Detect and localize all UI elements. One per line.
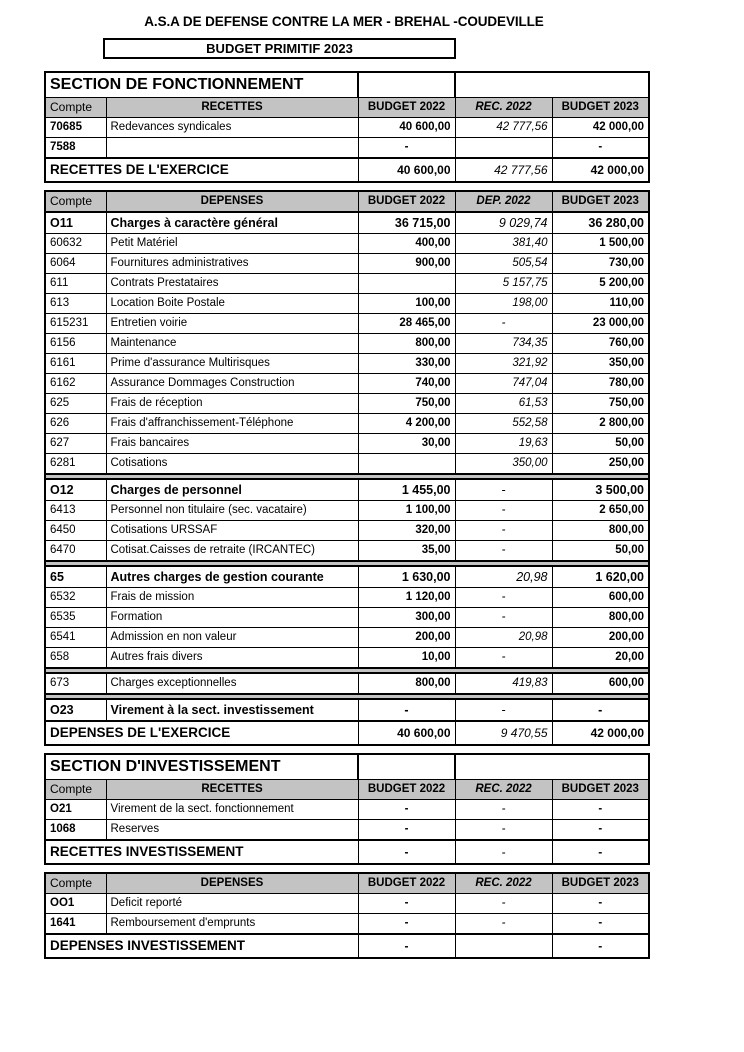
cell-label: Deficit reporté: [106, 894, 358, 914]
total-budget-2022: -: [358, 840, 455, 864]
column-header-compte: Compte: [45, 873, 106, 894]
cell-budget-2022: -: [358, 138, 455, 159]
cell-compte: 65: [45, 566, 106, 588]
table-gap: [44, 183, 648, 190]
table-row: [45, 314, 649, 334]
cell-mid-2022: -: [455, 800, 552, 820]
cell-budget-2022: 28 465,00: [358, 314, 455, 334]
cell-budget-2022: 40 600,00: [358, 118, 455, 138]
cell-budget-2023: 760,00: [552, 334, 649, 354]
cell-mid-2022: 505,54: [455, 254, 552, 274]
column-header-budget-2022: BUDGET 2022: [358, 873, 455, 894]
cell-budget-2023: 250,00: [552, 454, 649, 475]
cell-label: Frais d'affranchissement-Téléphone: [106, 414, 358, 434]
cell-budget-2022: 750,00: [358, 394, 455, 414]
cell-budget-2022: 30,00: [358, 434, 455, 454]
cell-budget-2023: 600,00: [552, 588, 649, 608]
cell-mid-2022: -: [455, 314, 552, 334]
total-budget-2023: 42 000,00: [552, 721, 649, 745]
cell-label: Autres charges de gestion courante: [106, 566, 358, 588]
cell-label: Location Boite Postale: [106, 294, 358, 314]
column-header-compte: Compte: [45, 780, 106, 800]
cell-budget-2023: 780,00: [552, 374, 649, 394]
table-header-row: [45, 780, 649, 800]
cell-mid-2022: 350,00: [455, 454, 552, 475]
total-label: DEPENSES INVESTISSEMENT: [45, 934, 358, 958]
cell-mid-2022: 20,98: [455, 628, 552, 648]
column-header-compte: Compte: [45, 191, 106, 212]
cell-compte: OO1: [45, 894, 106, 914]
cell-compte: 625: [45, 394, 106, 414]
cell-budget-2022: 320,00: [358, 521, 455, 541]
table-row: [45, 608, 649, 628]
column-header-budget-2023: BUDGET 2023: [552, 98, 649, 118]
cell-mid-2022: 198,00: [455, 294, 552, 314]
table-row: [45, 354, 649, 374]
cell-mid-2022: -: [455, 501, 552, 521]
cell-budget-2023: 350,00: [552, 354, 649, 374]
cell-label: Admission en non valeur: [106, 628, 358, 648]
cell-compte: 611: [45, 274, 106, 294]
cell-label: Assurance Dommages Construction: [106, 374, 358, 394]
cell-label: Fournitures administratives: [106, 254, 358, 274]
cell-label: Personnel non titulaire (sec. vacataire): [106, 501, 358, 521]
table-row: [45, 138, 649, 159]
cell-budget-2022: -: [358, 820, 455, 841]
cell-label: Charges de personnel: [106, 479, 358, 501]
column-header-compte: Compte: [45, 98, 106, 118]
table-gap: [44, 865, 648, 872]
cell-budget-2023: 800,00: [552, 608, 649, 628]
column-header-label: DEPENSES: [106, 873, 358, 894]
total-budget-2023: -: [552, 840, 649, 864]
table-row: [45, 894, 649, 914]
cell-budget-2022: 10,00: [358, 648, 455, 669]
section-blank-cell-2: [455, 754, 649, 780]
column-header-budget-2022: BUDGET 2022: [358, 191, 455, 212]
cell-compte: 627: [45, 434, 106, 454]
cell-budget-2023: 3 500,00: [552, 479, 649, 501]
cell-budget-2023: 23 000,00: [552, 314, 649, 334]
total-mid-2022: -: [455, 840, 552, 864]
section-title: SECTION D'INVESTISSEMENT: [45, 754, 358, 780]
cell-mid-2022: [455, 138, 552, 159]
cell-compte: 6541: [45, 628, 106, 648]
cell-budget-2023: 1 620,00: [552, 566, 649, 588]
table-row: [45, 434, 649, 454]
column-header-mid-2022: REC. 2022: [455, 780, 552, 800]
cell-mid-2022: 61,53: [455, 394, 552, 414]
table-row: [45, 820, 649, 841]
cell-budget-2022: 800,00: [358, 673, 455, 694]
cell-budget-2022: 1 630,00: [358, 566, 455, 588]
section-blank-cell-2: [455, 72, 649, 98]
total-row: [45, 840, 649, 864]
cell-compte: 1068: [45, 820, 106, 841]
cell-mid-2022: 20,98: [455, 566, 552, 588]
table-row: [45, 501, 649, 521]
cell-budget-2022: [358, 454, 455, 475]
cell-budget-2022: 4 200,00: [358, 414, 455, 434]
cell-budget-2022: 1 455,00: [358, 479, 455, 501]
cell-budget-2023: -: [552, 894, 649, 914]
cell-budget-2022: 1 100,00: [358, 501, 455, 521]
table-row: [45, 628, 649, 648]
cell-label: Frais bancaires: [106, 434, 358, 454]
cell-compte: 673: [45, 673, 106, 694]
cell-budget-2022: -: [358, 800, 455, 820]
cell-compte: 626: [45, 414, 106, 434]
total-row: [45, 721, 649, 745]
cell-compte: 1641: [45, 914, 106, 935]
total-budget-2023: 42 000,00: [552, 158, 649, 182]
cell-label: Petit Matériel: [106, 234, 358, 254]
cell-budget-2023: 50,00: [552, 541, 649, 562]
cell-compte: 6470: [45, 541, 106, 562]
budget-table: [44, 872, 650, 959]
cell-budget-2023: 36 280,00: [552, 212, 649, 234]
column-header-budget-2022: BUDGET 2022: [358, 98, 455, 118]
cell-compte: 6156: [45, 334, 106, 354]
total-budget-2022: -: [358, 934, 455, 958]
cell-compte: 70685: [45, 118, 106, 138]
cell-compte: 6162: [45, 374, 106, 394]
cell-mid-2022: 381,40: [455, 234, 552, 254]
cell-compte: O23: [45, 699, 106, 721]
table-row: [45, 294, 649, 314]
cell-mid-2022: 552,58: [455, 414, 552, 434]
table-row: [45, 699, 649, 721]
cell-budget-2023: 42 000,00: [552, 118, 649, 138]
cell-mid-2022: -: [455, 541, 552, 562]
cell-label: Prime d'assurance Multirisques: [106, 354, 358, 374]
cell-budget-2023: -: [552, 138, 649, 159]
table-header-row: [45, 98, 649, 118]
total-label: DEPENSES DE L'EXERCICE: [45, 721, 358, 745]
table-row: [45, 566, 649, 588]
cell-budget-2022: 740,00: [358, 374, 455, 394]
cell-compte: 615231: [45, 314, 106, 334]
table-row: [45, 521, 649, 541]
cell-mid-2022: -: [455, 820, 552, 841]
document-title: A.S.A DE DEFENSE CONTRE LA MER - BREHAL -COUDEVILLE: [144, 14, 544, 29]
cell-label: Formation: [106, 608, 358, 628]
column-header-budget-2023: BUDGET 2023: [552, 873, 649, 894]
cell-budget-2022: 330,00: [358, 354, 455, 374]
cell-budget-2022: 36 715,00: [358, 212, 455, 234]
section-blank-cell-1: [358, 72, 455, 98]
column-header-label: RECETTES: [106, 98, 358, 118]
table-row: [45, 234, 649, 254]
cell-budget-2022: 1 120,00: [358, 588, 455, 608]
table-row: [45, 334, 649, 354]
cell-compte: O11: [45, 212, 106, 234]
cell-budget-2023: 1 500,00: [552, 234, 649, 254]
cell-budget-2022: 200,00: [358, 628, 455, 648]
table-row: [45, 374, 649, 394]
budget-tables-container: [44, 71, 648, 959]
column-header-budget-2023: BUDGET 2023: [552, 780, 649, 800]
cell-label: Contrats Prestataires: [106, 274, 358, 294]
total-budget-2022: 40 600,00: [358, 158, 455, 182]
cell-label: Reserves: [106, 820, 358, 841]
cell-budget-2023: 730,00: [552, 254, 649, 274]
cell-mid-2022: 734,35: [455, 334, 552, 354]
table-row: [45, 212, 649, 234]
cell-compte: 6281: [45, 454, 106, 475]
budget-table: [44, 190, 650, 746]
cell-budget-2023: 50,00: [552, 434, 649, 454]
cell-budget-2022: 800,00: [358, 334, 455, 354]
cell-label: Maintenance: [106, 334, 358, 354]
cell-label: Charges exceptionnelles: [106, 673, 358, 694]
cell-mid-2022: -: [455, 648, 552, 669]
section-title-row: [45, 754, 649, 780]
cell-budget-2022: -: [358, 914, 455, 935]
cell-budget-2023: -: [552, 699, 649, 721]
cell-budget-2022: 900,00: [358, 254, 455, 274]
table-row: [45, 588, 649, 608]
cell-mid-2022: -: [455, 894, 552, 914]
table-row: [45, 673, 649, 694]
cell-budget-2023: 200,00: [552, 628, 649, 648]
cell-budget-2023: 20,00: [552, 648, 649, 669]
budget-table: [44, 753, 650, 865]
table-row: [45, 800, 649, 820]
cell-budget-2022: 35,00: [358, 541, 455, 562]
cell-mid-2022: 321,92: [455, 354, 552, 374]
column-header-label: RECETTES: [106, 780, 358, 800]
section-title-row: [45, 72, 649, 98]
cell-mid-2022: -: [455, 608, 552, 628]
cell-compte: 7588: [45, 138, 106, 159]
total-budget-2023: -: [552, 934, 649, 958]
table-row: [45, 274, 649, 294]
column-header-budget-2023: BUDGET 2023: [552, 191, 649, 212]
table-row: [45, 394, 649, 414]
cell-budget-2023: -: [552, 914, 649, 935]
cell-budget-2022: 100,00: [358, 294, 455, 314]
cell-compte: 6450: [45, 521, 106, 541]
cell-compte: 6413: [45, 501, 106, 521]
total-mid-2022: [455, 934, 552, 958]
cell-mid-2022: 9 029,74: [455, 212, 552, 234]
cell-label: Autres frais divers: [106, 648, 358, 669]
cell-mid-2022: 42 777,56: [455, 118, 552, 138]
cell-label: Cotisations URSSAF: [106, 521, 358, 541]
cell-compte: 60632: [45, 234, 106, 254]
table-gap: [44, 746, 648, 753]
cell-label: Cotisat.Caisses de retraite (IRCANTEC): [106, 541, 358, 562]
cell-mid-2022: -: [455, 699, 552, 721]
section-blank-cell-1: [358, 754, 455, 780]
cell-label: [106, 138, 358, 159]
cell-label: Frais de mission: [106, 588, 358, 608]
cell-mid-2022: -: [455, 521, 552, 541]
table-row: [45, 254, 649, 274]
cell-label: Redevances syndicales: [106, 118, 358, 138]
cell-budget-2022: 300,00: [358, 608, 455, 628]
cell-mid-2022: -: [455, 479, 552, 501]
total-mid-2022: 42 777,56: [455, 158, 552, 182]
cell-budget-2023: 2 650,00: [552, 501, 649, 521]
cell-compte: 6064: [45, 254, 106, 274]
cell-compte: 6161: [45, 354, 106, 374]
cell-budget-2023: 600,00: [552, 673, 649, 694]
cell-budget-2022: -: [358, 699, 455, 721]
cell-mid-2022: 19,63: [455, 434, 552, 454]
cell-label: Virement de la sect. fonctionnement: [106, 800, 358, 820]
table-row: [45, 479, 649, 501]
cell-compte: O12: [45, 479, 106, 501]
cell-budget-2023: 110,00: [552, 294, 649, 314]
cell-budget-2023: -: [552, 820, 649, 841]
cell-budget-2023: 750,00: [552, 394, 649, 414]
cell-compte: 613: [45, 294, 106, 314]
section-title: SECTION DE FONCTIONNEMENT: [45, 72, 358, 98]
cell-mid-2022: 5 157,75: [455, 274, 552, 294]
table-header-row: [45, 873, 649, 894]
total-mid-2022: 9 470,55: [455, 721, 552, 745]
cell-budget-2022: 400,00: [358, 234, 455, 254]
column-header-mid-2022: REC. 2022: [455, 873, 552, 894]
column-header-label: DEPENSES: [106, 191, 358, 212]
budget-table: [44, 71, 650, 183]
cell-mid-2022: -: [455, 588, 552, 608]
table-row: [45, 541, 649, 562]
table-header-row: [45, 191, 649, 212]
table-row: [45, 118, 649, 138]
column-header-budget-2022: BUDGET 2022: [358, 780, 455, 800]
cell-mid-2022: 747,04: [455, 374, 552, 394]
cell-label: Frais de réception: [106, 394, 358, 414]
column-header-mid-2022: REC. 2022: [455, 98, 552, 118]
cell-mid-2022: -: [455, 914, 552, 935]
cell-mid-2022: 419,83: [455, 673, 552, 694]
total-budget-2022: 40 600,00: [358, 721, 455, 745]
total-label: RECETTES INVESTISSEMENT: [45, 840, 358, 864]
cell-label: Entretien voirie: [106, 314, 358, 334]
cell-label: Charges à caractère général: [106, 212, 358, 234]
cell-compte: O21: [45, 800, 106, 820]
table-row: [45, 648, 649, 669]
total-row: [45, 934, 649, 958]
document-subtitle: BUDGET PRIMITIF 2023: [206, 41, 353, 56]
cell-compte: 6535: [45, 608, 106, 628]
column-header-mid-2022: DEP. 2022: [455, 191, 552, 212]
cell-budget-2023: 2 800,00: [552, 414, 649, 434]
cell-budget-2023: 5 200,00: [552, 274, 649, 294]
cell-label: Remboursement d'emprunts: [106, 914, 358, 935]
cell-budget-2023: 800,00: [552, 521, 649, 541]
cell-budget-2023: -: [552, 800, 649, 820]
cell-label: Virement à la sect. investissement: [106, 699, 358, 721]
cell-budget-2022: -: [358, 894, 455, 914]
cell-compte: 6532: [45, 588, 106, 608]
table-row: [45, 454, 649, 475]
cell-label: Cotisations: [106, 454, 358, 475]
total-row: [45, 158, 649, 182]
table-row: [45, 914, 649, 935]
document-subtitle-box: [103, 38, 456, 59]
total-label: RECETTES DE L'EXERCICE: [45, 158, 358, 182]
cell-budget-2022: [358, 274, 455, 294]
table-row: [45, 414, 649, 434]
cell-compte: 658: [45, 648, 106, 669]
